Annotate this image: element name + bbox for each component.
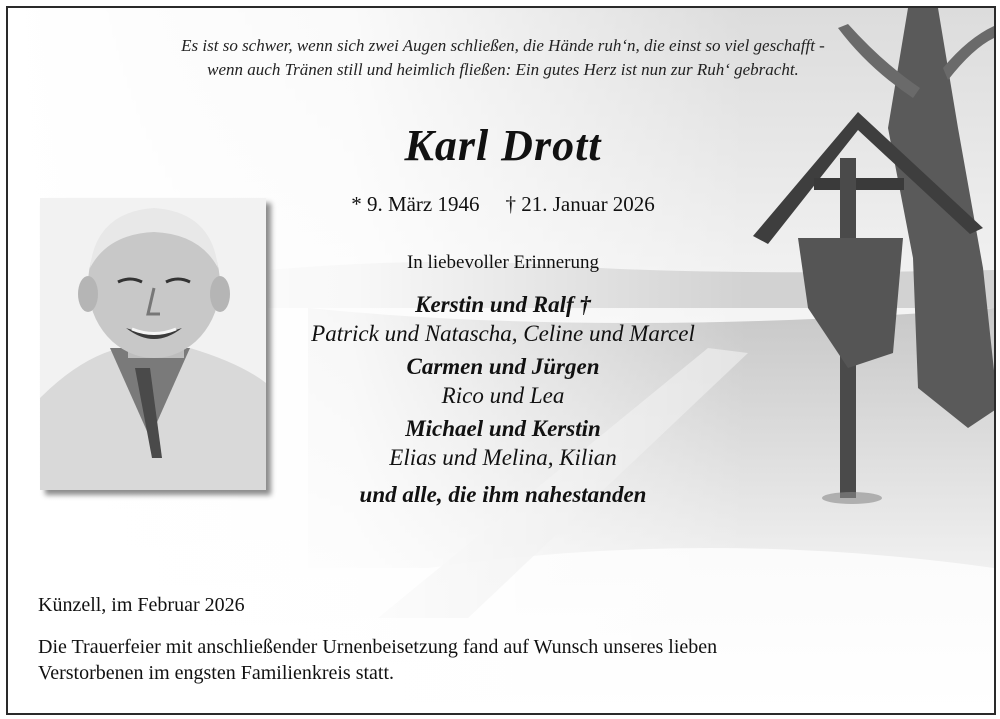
deceased-name: Karl Drott [404,121,602,170]
funeral-info-line-2: Verstorbenen im engsten Familienkreis statt. [38,662,395,684]
family-list [228,290,778,509]
obituary-notice [6,6,996,715]
verse-line-2: wenn auch Tränen still und heimlich fließen: Ein gutes Herz ist nun zur Ruh‘ gebracht. [207,60,799,79]
life-dates [278,192,728,217]
family-group-members: Elias und Melina, Kilian [389,445,617,470]
verse [38,34,968,82]
funeral-info-line-1: Die Trauerfeier mit anschließender Urnenbeisetzung fand auf Wunsch unseres lieben [38,636,718,658]
verse-line-1: Es ist so schwer, wenn sich zwei Augen schließen, die Hände ruh‘n, die einst so viel geschafft - [181,36,825,55]
portrait-photo [40,198,266,490]
portrait-image [40,198,266,490]
death-date: † 21. Januar 2026 [505,192,655,216]
closing-line: und alle, die ihm nahestanden [359,482,647,507]
family-group-head: Carmen und Jürgen [406,354,600,379]
family-group-members: Patrick und Natascha, Celine und Marcel [311,321,695,346]
funeral-info [38,634,938,686]
family-group [228,414,778,472]
memory-line: In liebevoller Erinnerung [406,252,600,273]
family-group-members: Rico und Lea [441,383,565,408]
birth-date: * 9. März 1946 [351,192,480,216]
place-date: Künzell, im Februar 2026 [38,594,245,616]
family-group-head: Michael und Kerstin [405,416,601,441]
family-group-head: Kerstin und Ralf † [415,292,591,317]
family-group [228,352,778,410]
family-group [228,290,778,348]
